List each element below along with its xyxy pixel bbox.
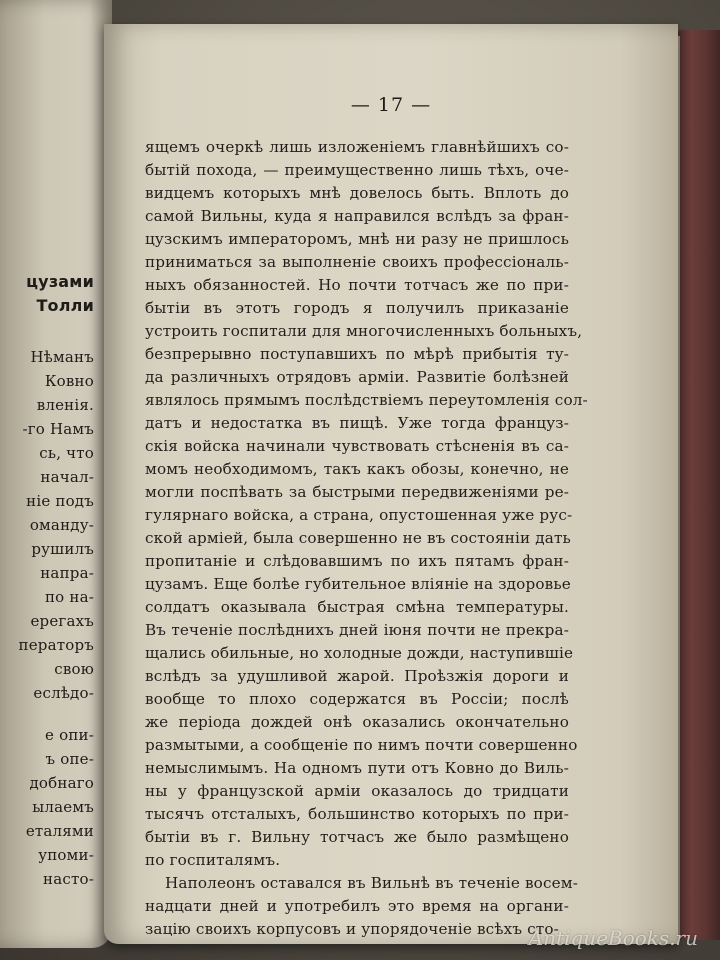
text-line: могли поспѣвать за быстрыми передвиженіями ре-: [145, 483, 569, 501]
left-page-text-fragment: рушилъ: [31, 540, 94, 558]
body-text: [145, 136, 588, 941]
watermark: AntiqueBooks.ru: [528, 926, 698, 950]
text-line: бытіи въ этотъ городъ я получилъ приказаніе: [145, 299, 569, 317]
left-page-text-fragment: начал-: [40, 468, 94, 486]
left-page-text-fragment: насто-: [43, 870, 94, 888]
left-page-text-fragment: Нѣманъ: [30, 348, 94, 366]
text-line: бытіи въ г. Вильну тотчасъ же было размѣщено: [145, 828, 569, 846]
text-line: ской арміей, была совершенно не въ состояніи дать: [145, 529, 571, 547]
right-page: [104, 24, 678, 944]
text-line: безпрерывно поступавшихъ по мѣрѣ прибытія ту-: [145, 345, 569, 363]
left-page-text-fragment: цузами: [26, 272, 94, 291]
left-page-text-fragment: -го Намъ: [22, 420, 94, 438]
text-line: скія войска начинали чувствовать стѣсненія въ са-: [145, 437, 569, 455]
left-page: [0, 0, 112, 948]
left-page-text-fragment: Ковно: [44, 372, 94, 390]
text-line: цузскимъ императоромъ, мнѣ ни разу не пришлось: [145, 230, 569, 248]
text-line: да различныхъ отрядовъ арміи. Развитіе болѣзней: [145, 368, 569, 386]
left-page-text-fragment: вленія.: [36, 396, 94, 414]
text-line: ныхъ обязанностей. Но почти тотчасъ же по при-: [145, 276, 569, 294]
left-page-text-fragment: ылаемъ: [32, 798, 94, 816]
text-line: Въ теченіе послѣднихъ дней іюня почти не прекра-: [145, 621, 569, 639]
left-page-text-fragment: оманду-: [29, 516, 94, 534]
text-line: цузамъ. Еще болѣе губительное вліяніе на здоровье: [145, 575, 571, 593]
text-line: ны у французской арміи оказалось до тридцати: [145, 782, 569, 800]
text-line: датъ и недостатка въ пищѣ. Уже тогда француз-: [145, 414, 569, 432]
book-cover: [676, 30, 720, 940]
text-line: Наполеонъ оставался въ Вильнѣ въ теченіе восем-: [165, 874, 579, 892]
text-line: солдатъ оказывала быстрая смѣна температуры.: [145, 598, 569, 616]
text-line: являлось прямымъ послѣдствіемъ переутомленія сол-: [145, 391, 588, 409]
text-line: по госпиталямъ.: [145, 851, 281, 869]
left-page-text-fragment: ъ опе-: [45, 750, 94, 768]
page-number: — 17 —: [350, 94, 432, 116]
left-page-text-fragment: ніе подъ: [26, 492, 94, 510]
text-line: приниматься за выполненіе своихъ профессіональ-: [145, 253, 569, 271]
text-line: вслѣдъ за удушливой жарой. Проѣзжія дороги и: [145, 667, 569, 685]
left-page-text-fragment: ерегахъ: [30, 612, 94, 630]
text-line: самой Вильны, куда я направился вслѣдъ за фран-: [145, 207, 569, 225]
left-page-text-fragment: напра-: [40, 564, 94, 582]
text-line: вообще то плохо содержатся въ Россіи; послѣ: [145, 690, 569, 708]
text-line: же періода дождей онѣ оказались окончательно: [145, 713, 569, 731]
left-page-text-fragment: сь, что: [39, 444, 94, 462]
text-line: момъ необходимомъ, такъ какъ обозы, конечно, не: [145, 460, 569, 478]
text-line: устроить госпитали для многочисленныхъ больныхъ,: [145, 322, 583, 340]
text-line: видцемъ которыхъ мнѣ довелось быть. Вплоть до: [145, 184, 569, 202]
text-line: щались обильные, но холодные дожди, наступившіе: [145, 644, 574, 662]
left-page-text-fragment: е опи-: [45, 726, 94, 744]
left-page-text-fragment: ператоръ: [18, 636, 94, 654]
text-line: размытыми, а сообщеніе по нимъ почти совершенно: [145, 736, 578, 754]
left-page-text-fragment: еслѣдо-: [33, 684, 94, 702]
text-line: немыслимымъ. На одномъ пути отъ Ковно до Виль-: [145, 759, 569, 777]
left-page-text-fragment: Толли: [36, 296, 94, 315]
text-line: тысячъ отсталыхъ, большинство которыхъ по при-: [145, 805, 569, 823]
text-line: надцати дней и употребилъ это время на органи-: [145, 897, 569, 915]
left-page-text-fragment: еталями: [25, 822, 94, 840]
left-page-text-fragment: по на-: [44, 588, 94, 606]
text-line: бытій похода, — преимущественно лишь тѣхъ, оче-: [145, 161, 569, 179]
text-line: гулярнаго войска, а страна, опустошенная уже рус-: [145, 506, 573, 524]
left-page-text-fragment: добнаго: [29, 774, 94, 792]
text-line: зацію своихъ корпусовъ и упорядоченіе всѣхъ сто-: [145, 920, 559, 938]
text-line: ящемъ очеркѣ лишь изложеніемъ главнѣйшихъ со-: [145, 138, 569, 156]
text-line: пропитаніе и слѣдовавшимъ по ихъ пятамъ фран-: [145, 552, 569, 570]
left-page-text-fragment: свою: [54, 660, 94, 678]
left-page-text-fragment: упоми-: [38, 846, 94, 864]
